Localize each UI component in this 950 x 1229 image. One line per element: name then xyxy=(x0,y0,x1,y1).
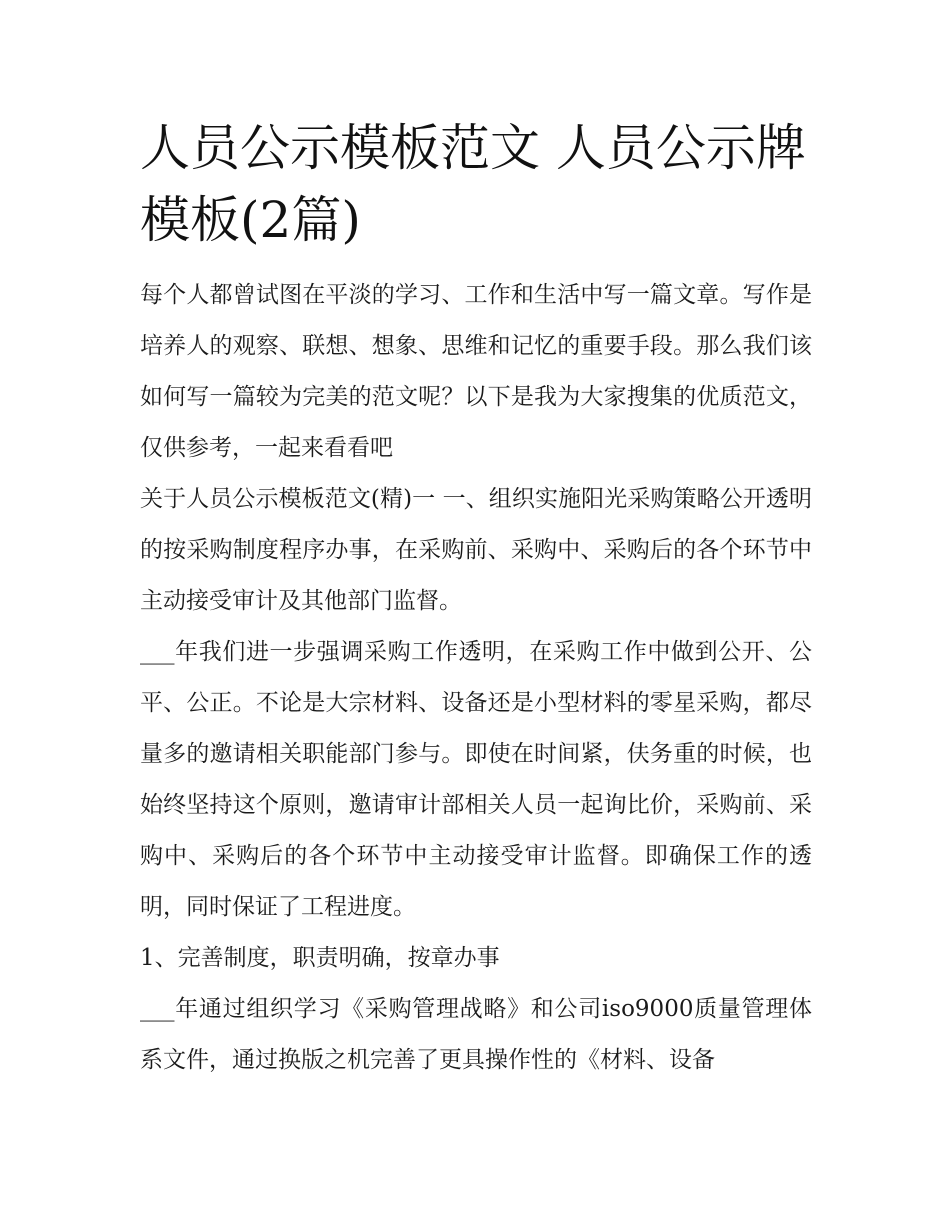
paragraph-system: ___年通过组织学习《采购管理战略》和公司iso9000质量管理体系文件，通过换版之机完善了更具操作性的《材料、设备 xyxy=(140,996,812,1073)
paragraph-transparency: ___年我们进一步强调采购工作透明，在采购工作中做到公开、公平、公正。不论是大宗材料、设备还是小型材料的零星采购，都尽量多的邀请相关职能部门参与。即使在时间紧，伕务重的时候，也始终坚持这个原则，邀请审计部相关人员一起询比价，采购前、采购中、采购后的各个环节中主动接受审计监督。即确保工作的透明，同时保证了工程进度。 xyxy=(140,639,812,920)
document-body xyxy=(140,270,812,1086)
paragraph-heading-1: 1、完善制度，职责明确，按章办事 xyxy=(140,945,500,971)
document-title: 人员公示模板范文 人员公示牌模板(2篇) xyxy=(140,119,806,249)
paragraph-intro: 每个人都曾试图在平淡的学习、工作和生活中写一篇文章。写作是培养人的观察、联想、想象、思维和记忆的重要手段。那么我们该如何写一篇较为完美的范文呢？以下是我为大家搜集的优质范文，仅供参考，一起来看看吧 xyxy=(140,282,812,461)
paragraph-section-one: 关于人员公示模板范文(精)一 一、组织实施阳光采购策略公开透明的按采购制度程序办事，在采购前、采购中、采购后的各个环节中主动接受审计及其他部门监督。 xyxy=(140,486,812,614)
document-content xyxy=(140,112,812,1086)
